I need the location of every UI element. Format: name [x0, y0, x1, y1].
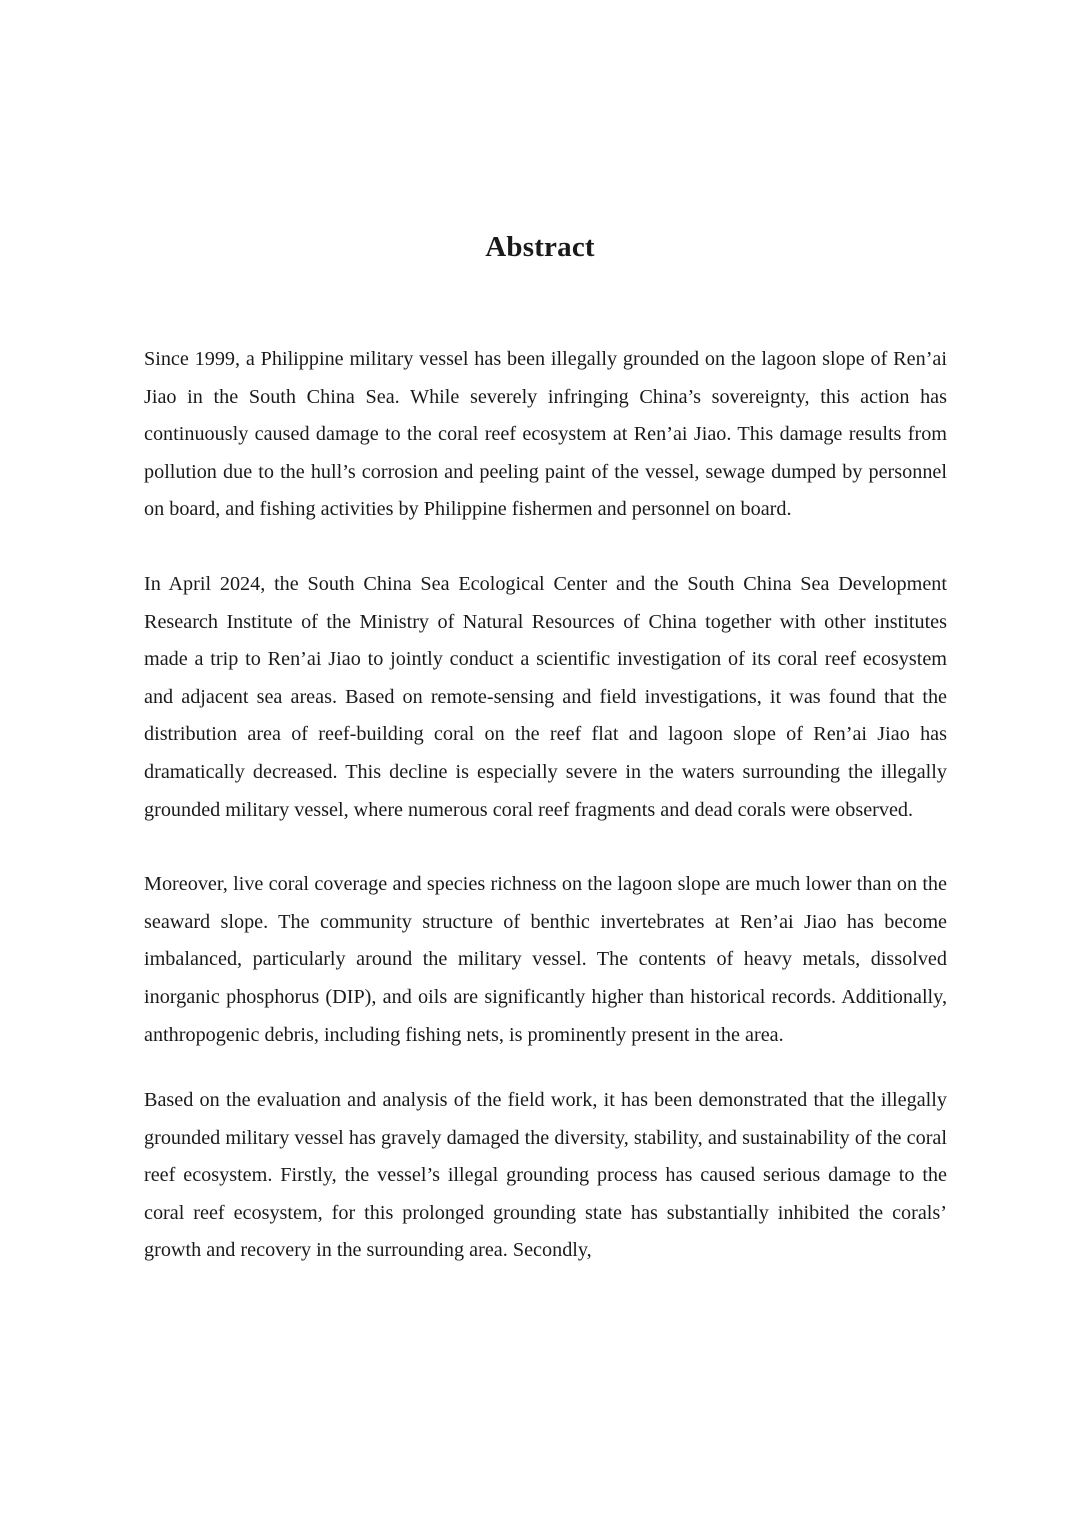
paragraph-1: Since 1999, a Philippine military vessel has been illegally grounded on the lagoon slope of Ren’ai Jiao in the South China Sea. While severely infringing China’s sovereignty, this action has continuously caused damage to the coral reef ecosystem at Ren’ai Jiao. This damage results from pollution due to the hull’s corrosion and peeling paint of the vessel, sewage dumped by personnel on board, and fishing activities by Philippine fishermen and personnel on board.: [144, 348, 947, 521]
page-title: Abstract: [485, 231, 595, 264]
abstract-body: [144, 341, 947, 1270]
paragraph-4: Based on the evaluation and analysis of the field work, it has been demonstrated that the illegally grounded military vessel has gravely damaged the diversity, stability, and sustainability of the coral reef ecosystem. Firstly, the vessel’s illegal grounding process has caused serious damage to the coral reef ecosystem, for this prolonged grounding state has substantially inhibited the corals’ growth and recovery in the surrounding area. Secondly,: [144, 1089, 947, 1262]
paragraph-2: In April 2024, the South China Sea Ecological Center and the South China Sea Development Research Institute of the Ministry of Natural Resources of China together with other institutes made a trip to Ren’ai Jiao to jointly conduct a scientific investigation of its coral reef ecosystem and adjacent sea areas. Based on remote-sensing and field investigations, it was found that the distribution area of reef-building coral on the reef flat and lagoon slope of Ren’ai Jiao has dramatically decreased. This decline is especially severe in the waters surrounding the illegally grounded military vessel, where numerous coral reef fragments and dead corals were observed.: [144, 572, 947, 821]
paragraph-3: Moreover, live coral coverage and species richness on the lagoon slope are much lower than on the seaward slope. The community structure of benthic invertebrates at Ren’ai Jiao has become imbalanced, particularly around the military vessel. The contents of heavy metals, dissolved inorganic phosphorus (DIP), and oils are significantly higher than historical records. Additionally, anthropogenic debris, including fishing nets, is prominently present in the area.: [144, 873, 947, 1046]
